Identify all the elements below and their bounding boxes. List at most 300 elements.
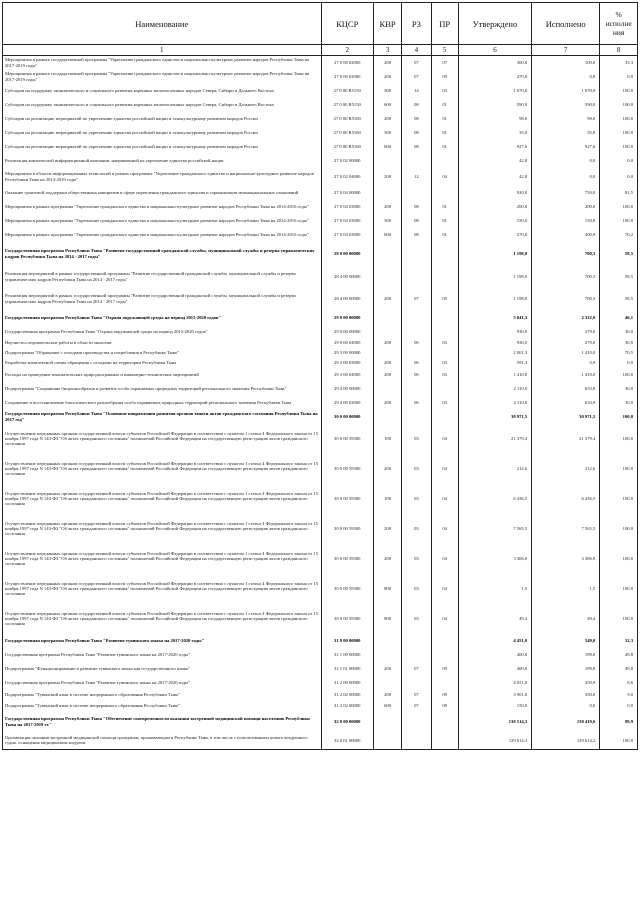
row-percent: 12,3 [600, 634, 638, 648]
row-kvr: 200 [373, 454, 401, 484]
row-rz [402, 410, 431, 424]
row-rz: 08 [402, 228, 431, 242]
row-executed: 0,0 [532, 701, 600, 712]
row-kcsr: 27 0 04 00000 [321, 186, 373, 200]
row-executed: 212,6 [532, 454, 600, 484]
row-kcsr: 29 3 00 03000 [321, 358, 373, 368]
row-executed: 150,0 [532, 214, 600, 228]
row-rz [402, 712, 431, 732]
row-kvr: 300 [373, 214, 401, 228]
row-rz: 06 [402, 338, 431, 348]
table-row [3, 288, 638, 310]
row-pr [431, 326, 458, 338]
row-percent: 100,0 [600, 544, 638, 574]
row-kcsr: 32 0 00 00000 [321, 712, 373, 732]
row-rz: 07 [402, 701, 431, 712]
row-percent: 30,0 [600, 326, 638, 338]
row-rz [402, 326, 431, 338]
table-row [3, 98, 638, 112]
row-kcsr: 27 0 02 00000 [321, 154, 373, 168]
row-approved: 591,3 [458, 358, 531, 368]
row-name: Осуществление переданных органам государственной власти субъектов Российской Федерации в соответствии с пунктом 1 статьи 4 Федерального закона от 15 ноября 1997 года N 143-ФЗ "Об актах гражданского состояния" полномочий Российской Федерации на государственную регистрацию актов гражданского состояния [3, 574, 322, 604]
row-executed: 100,0 [532, 56, 600, 70]
row-name: Научно-исследовательские работы в области экологии [3, 338, 322, 348]
row-approved: 1 198,0 [458, 288, 531, 310]
table-row [3, 648, 638, 662]
row-kvr: 600 [373, 228, 401, 242]
row-kvr: 200 [373, 514, 401, 544]
row-executed: 2 322,0 [532, 310, 600, 326]
row-percent: 100,0 [600, 98, 638, 112]
column-number-row [3, 45, 638, 56]
table-row [3, 112, 638, 126]
row-name: Осуществление переданных органам государственной власти субъектов Российской Федерации в соответствии с пунктом 1 статьи 4 Федерального закона от 15 ноября 1997 года N 143-ФЗ "Об актах гражданского состояния" полномочий Российской Федерации на государственную регистрацию актов гражданского состояния [3, 424, 322, 454]
row-percent: 100,0 [600, 732, 638, 750]
col-number: 6 [458, 45, 531, 56]
row-rz [402, 382, 431, 396]
row-kcsr: 29 0 00 00000 [321, 310, 373, 326]
row-approved: 2 001,3 [458, 348, 531, 358]
col-header-executed: Исполнено [532, 3, 600, 45]
row-rz: 03 [402, 484, 431, 514]
row-executed: 750,0 [532, 186, 600, 200]
table-row [3, 200, 638, 214]
row-executed: 0,0 [532, 168, 600, 186]
row-kcsr: 30 0 00 59300 [321, 424, 373, 454]
row-kvr [373, 648, 401, 662]
row-name: Осуществление переданных органам государственной власти субъектов Российской Федерации в соответствии с пунктом 1 статьи 4 Федерального закона от 15 ноября 1997 года N 143-ФЗ "Об актах гражданского состояния" полномочий Российской Федерации на государственную регистрацию актов гражданского состояния [3, 514, 322, 544]
table-row [3, 56, 638, 70]
row-pr: 09 [431, 70, 458, 84]
row-rz: 03 [402, 514, 431, 544]
row-kvr [373, 634, 401, 648]
table-row [3, 676, 638, 690]
row-approved: 570,0 [458, 228, 531, 242]
row-name: Субсидии на поддержку экономического и социального развития коренных малочисленных народов Севера, Сибири и Дальнего Востока [3, 98, 322, 112]
row-kvr: 100 [373, 424, 401, 454]
table-row [3, 454, 638, 484]
row-pr [431, 310, 458, 326]
row-executed: 1 070,0 [532, 84, 600, 98]
row-approved: 21 379,4 [458, 424, 531, 454]
row-percent: 100,0 [600, 112, 638, 126]
row-name: Реализация комплексной информационной кампании, направленной на укрепление единства российской нации [3, 154, 322, 168]
row-executed: 0,0 [532, 154, 600, 168]
row-rz: 08 [402, 112, 431, 126]
row-name: Субсидии на реализацию мероприятий по укреплению единства российской нации и этнокультурному развитию народов России [3, 140, 322, 154]
table-row [3, 242, 638, 266]
table-row [3, 84, 638, 98]
row-pr: 03 [431, 338, 458, 348]
table-row [3, 574, 638, 604]
row-percent: 100,0 [600, 126, 638, 140]
row-kcsr: 27 0 00 R5160 [321, 140, 373, 154]
table-row [3, 168, 638, 186]
row-approved: 30 971,5 [458, 410, 531, 424]
row-kcsr: 29 4 00 00000 [321, 382, 373, 396]
row-percent: 100,0 [600, 484, 638, 514]
row-percent: 9,0 [600, 690, 638, 701]
row-percent: 46,1 [600, 310, 638, 326]
row-pr: 04 [431, 454, 458, 484]
row-percent: 0,0 [600, 701, 638, 712]
row-kcsr: 27 0 02 04000 [321, 168, 373, 186]
header-row [3, 3, 638, 45]
table-row [3, 186, 638, 200]
row-pr: 03 [431, 84, 458, 98]
row-approved: 42,8 [458, 168, 531, 186]
row-name: Подпрограмма "Сохранение биоразнообразия и развитие особо охраняемых природных территорий регионального значения Республики Тыва" [3, 382, 322, 396]
col-header-kcsr: КЦСР [321, 3, 373, 45]
row-executed: 350,0 [532, 690, 600, 701]
row-percent: 0,0 [600, 154, 638, 168]
row-executed: 633,0 [532, 396, 600, 410]
row-approved: 930,0 [458, 326, 531, 338]
row-approved: 930,0 [458, 338, 531, 348]
row-percent: 100,0 [600, 200, 638, 214]
row-executed: 549,0 [532, 634, 600, 648]
row-kcsr: 27 0 04 03000 [321, 228, 373, 242]
row-percent: 33,3 [600, 56, 638, 70]
table-row [3, 424, 638, 454]
row-percent: 100,0 [600, 454, 638, 484]
row-percent: 100,0 [600, 368, 638, 382]
col-number: 2 [321, 45, 373, 56]
row-percent: 30,0 [600, 396, 638, 410]
row-executed: 350,0 [532, 676, 600, 690]
col-number: 5 [431, 45, 458, 56]
row-executed: 35,0 [532, 126, 600, 140]
row-executed: 3 306,8 [532, 544, 600, 574]
row-rz: 07 [402, 662, 431, 676]
row-percent: 0,0 [600, 168, 638, 186]
row-percent: 81,5 [600, 186, 638, 200]
row-rz: 06 [402, 396, 431, 410]
row-name: Мероприятия в рамках государственной программы "Укрепление гражданского единства и национально-культурное развитие народов Республики Тыва на 2017-2019 годы" [3, 56, 322, 70]
row-executed: 200,0 [532, 200, 600, 214]
row-kcsr: 27 0 04 03000 [321, 214, 373, 228]
row-name: Мероприятия в рамках государственной программы "Укрепление гражданского единства и национально-культурное развитие народов Республики Тыва на 2017-2019 годы" [3, 70, 322, 84]
row-executed: 21 379,4 [532, 424, 600, 454]
row-name: Реализация мероприятий в рамках государственной программы "Развитие государственной гражданской службы, муниципальной службы и резерва управленческих кадров Республики Тыва на 2014 - 2017 годы" [3, 266, 322, 288]
row-approved: 7 565,5 [458, 514, 531, 544]
row-approved: 1,5 [458, 574, 531, 604]
row-percent: 30,0 [600, 382, 638, 396]
table-row [3, 348, 638, 358]
row-rz: 03 [402, 604, 431, 634]
col-header-pr: ПР [431, 3, 458, 45]
row-pr [431, 732, 458, 750]
row-kvr: 800 [373, 604, 401, 634]
col-header-kvr: КВР [373, 3, 401, 45]
table-row [3, 310, 638, 326]
row-approved: 4 451,0 [458, 634, 531, 648]
row-rz [402, 348, 431, 358]
row-percent: 100,0 [600, 604, 638, 634]
row-rz: 08 [402, 98, 431, 112]
row-kvr: 300 [373, 84, 401, 98]
row-kvr: 800 [373, 574, 401, 604]
row-executed: 700,3 [532, 266, 600, 288]
row-pr: 09 [431, 701, 458, 712]
row-pr [431, 410, 458, 424]
row-kvr: 100 [373, 484, 401, 514]
row-executed: 590,0 [532, 98, 600, 112]
row-percent: 99,9 [600, 712, 638, 732]
row-percent: 30,0 [600, 338, 638, 348]
row-executed: 927,6 [532, 140, 600, 154]
row-kvr [373, 676, 401, 690]
row-kvr: 600 [373, 98, 401, 112]
row-rz: 06 [402, 358, 431, 368]
row-rz [402, 676, 431, 690]
row-name: Мероприятия в рамках программы "Укрепление гражданского единства и национально-культурное развитие народов Республики Тыва на 2014-2016 годы" [3, 214, 322, 228]
row-kvr: 200 [373, 544, 401, 574]
row-name: Подпрограмма "Обращение с отходами производства и потребления в Республике Тыва" [3, 348, 322, 358]
row-percent: 0,0 [600, 70, 638, 84]
row-kcsr: 27 0 00 02000 [321, 56, 373, 70]
row-pr [431, 154, 458, 168]
row-kcsr: 27 0 00 R5160 [321, 112, 373, 126]
row-percent: 8,6 [600, 676, 638, 690]
col-number: 1 [3, 45, 322, 56]
row-kcsr: 31 2 02 00000 [321, 701, 373, 712]
row-rz: 12 [402, 168, 431, 186]
row-name: Государственная программа Республики Тыва "Развитие тувинского языка на 2017-2020 годы" [3, 676, 322, 690]
row-kcsr: 30 0 00 00000 [321, 410, 373, 424]
row-name: Государственная программа Республики Тыва "Развитие государственной гражданской службы, муниципальной службы и резерва управленческих кадров Республики Тыва на 2014 - 2017 годы" [3, 242, 322, 266]
row-rz: 08 [402, 214, 431, 228]
table-row [3, 70, 638, 84]
table-row [3, 634, 638, 648]
row-percent: 0,0 [600, 358, 638, 368]
row-percent: 100,0 [600, 84, 638, 98]
row-rz: 06 [402, 368, 431, 382]
row-kvr [373, 242, 401, 266]
row-approved: 2 110,0 [458, 382, 531, 396]
row-pr [431, 648, 458, 662]
row-percent: 100,0 [600, 424, 638, 454]
col-number: 8 [600, 45, 638, 56]
row-executed: 279,0 [532, 326, 600, 338]
row-name: Субсидии на реализацию мероприятий по укреплению единства российской нации и этнокультурному развитию народов России [3, 112, 322, 126]
row-name: Осуществление переданных органам государственной власти субъектов Российской Федерации в соответствии с пунктом 1 статьи 4 Федерального закона от 15 ноября 1997 года N 143-ФЗ "Об актах гражданского состояния" полномочий Российской Федерации на государственную регистрацию актов гражданского состояния [3, 544, 322, 574]
row-pr: 03 [431, 368, 458, 382]
row-kcsr: 29 4 00 02000 [321, 396, 373, 410]
row-kvr [373, 348, 401, 358]
table-row [3, 662, 638, 676]
row-kcsr: 30 0 00 59300 [321, 544, 373, 574]
row-kvr [373, 326, 401, 338]
row-approved: 1 070,0 [458, 84, 531, 98]
row-kvr: 600 [373, 701, 401, 712]
row-kcsr: 30 0 00 59300 [321, 574, 373, 604]
table-body [3, 56, 638, 750]
row-name: Осуществление переданных органам государственной власти субъектов Российской Федерации в соответствии с пунктом 1 статьи 4 Федерального закона от 15 ноября 1997 года N 143-ФЗ "Об актах гражданского состояния" полномочий Российской Федерации на государственную регистрацию актов гражданского состояния [3, 604, 322, 634]
row-approved: 150,0 [458, 701, 531, 712]
row-rz: 03 [402, 454, 431, 484]
row-executed: 130 419,6 [532, 712, 600, 732]
row-kcsr: 30 0 00 59300 [321, 514, 373, 544]
row-pr: 04 [431, 574, 458, 604]
row-pr: 03 [431, 358, 458, 368]
row-percent: 100,0 [600, 410, 638, 424]
row-name: Государственная программа Республики Тыва "Развитие тувинского языка на 2017-2020 годы" [3, 634, 322, 648]
row-name: Осуществление переданных органам государственной власти субъектов Российской Федерации в соответствии с пунктом 1 статьи 4 Федерального закона от 15 ноября 1997 года N 143-ФЗ "Об актах гражданского состояния" полномочий Российской Федерации на государственную регистрацию актов гражданского состояния [3, 454, 322, 484]
row-kcsr: 31 2 00 00000 [321, 676, 373, 690]
row-approved: 150,0 [458, 214, 531, 228]
row-rz: 03 [402, 544, 431, 574]
row-name: Государственная программа Республики Тыва "Основные направления развития органов записи актов гражданского состояния Республики Тыва на 2017 год" [3, 410, 322, 424]
row-name: Расходы на проведение изыскательских природоохранных и инженерно-технических мероприятий [3, 368, 322, 382]
table-row [3, 214, 638, 228]
row-rz [402, 310, 431, 326]
table-row [3, 604, 638, 634]
row-approved: 42,8 [458, 154, 531, 168]
row-pr: 04 [431, 424, 458, 454]
row-kcsr: 32 0 01 00000 [321, 732, 373, 750]
row-approved: 1 198,0 [458, 242, 531, 266]
table-row [3, 358, 638, 368]
row-rz [402, 154, 431, 168]
row-name: Подпрограмма "Тувинский язык в системе непрерывного образования Республики Тыва" [3, 701, 322, 712]
row-pr [431, 266, 458, 288]
table-row [3, 338, 638, 348]
row-kcsr: 29 0 00 04000 [321, 338, 373, 348]
row-kvr [373, 154, 401, 168]
row-name: Мероприятия в области информационных технологий в рамках программы "Укрепление гражданского единства и национально-культурное развитие народов Республики Тыва на 2013-2019 годы" [3, 168, 322, 186]
row-pr: 05 [431, 288, 458, 310]
row-kvr: 200 [373, 690, 401, 701]
row-approved: 2 110,0 [458, 396, 531, 410]
row-kcsr: 27 0 00 R5150 [321, 98, 373, 112]
row-pr: 07 [431, 56, 458, 70]
row-pr [431, 676, 458, 690]
row-approved: 129 614,3 [458, 732, 531, 750]
col-header-name: Наименование [3, 3, 322, 45]
row-kvr: 200 [373, 368, 401, 382]
table-row [3, 126, 638, 140]
table-row [3, 701, 638, 712]
row-kvr [373, 382, 401, 396]
table-row [3, 382, 638, 396]
row-pr [431, 712, 458, 732]
col-header-rz: РЗ [402, 3, 431, 45]
row-kvr: 200 [373, 112, 401, 126]
row-pr [431, 382, 458, 396]
row-name: Реализация мероприятий в рамках государственной программы "Развитие государственной гражданской службы, муниципальной службы и резерва управленческих кадров Республики Тыва на 2014 - 2017 годы" [3, 288, 322, 310]
row-kcsr: 30 0 00 59300 [321, 454, 373, 484]
row-pr: 09 [431, 662, 458, 676]
row-rz: 08 [402, 200, 431, 214]
row-executed: 633,0 [532, 382, 600, 396]
row-approved: 35,0 [458, 126, 531, 140]
row-kcsr: 31 0 00 00000 [321, 634, 373, 648]
row-kvr [373, 712, 401, 732]
row-kcsr: 27 0 04 03000 [321, 200, 373, 214]
row-kvr: 200 [373, 358, 401, 368]
row-pr: 01 [431, 140, 458, 154]
row-percent: 100,0 [600, 140, 638, 154]
row-rz: 07 [402, 70, 431, 84]
row-kvr: 200 [373, 338, 401, 348]
row-percent: 70,5 [600, 348, 638, 358]
row-approved: 98,0 [458, 112, 531, 126]
row-percent: 70,2 [600, 228, 638, 242]
row-percent: 58,5 [600, 242, 638, 266]
row-kcsr: 30 0 00 59300 [321, 484, 373, 514]
row-rz: 03 [402, 424, 431, 454]
row-rz: 08 [402, 126, 431, 140]
table-row [3, 514, 638, 544]
row-percent: 100,0 [600, 514, 638, 544]
row-approved: 4 051,0 [458, 676, 531, 690]
row-pr [431, 634, 458, 648]
table-row [3, 484, 638, 514]
row-kvr [373, 410, 401, 424]
row-approved: 400,0 [458, 648, 531, 662]
row-name: Организация оказания экстренной медицинской помощи гражданам, проживающим в Республике Тыва, в том числе с использованием нового воздушного судна, оснащения медицинским модулем [3, 732, 322, 750]
row-pr: 04 [431, 484, 458, 514]
row-rz: 14 [402, 84, 431, 98]
col-number: 4 [402, 45, 431, 56]
row-kcsr: 27 0 00 R5160 [321, 126, 373, 140]
table-row [3, 326, 638, 338]
row-executed: 30 971,5 [532, 410, 600, 424]
row-executed: 700,3 [532, 288, 600, 310]
row-kcsr: 29 3 00 00000 [321, 348, 373, 358]
row-name: Государственная программа Республики Тыва "Охрана окружающей среды на период 2015-2020 годов" [3, 310, 322, 326]
row-executed: 49,4 [532, 604, 600, 634]
row-pr: 04 [431, 604, 458, 634]
row-pr: 04 [431, 514, 458, 544]
row-kcsr: 27 0 00 R5150 [321, 84, 373, 98]
table-row [3, 368, 638, 382]
row-approved: 5 041,3 [458, 310, 531, 326]
row-kcsr: 31 2 02 00000 [321, 690, 373, 701]
row-pr: 01 [431, 228, 458, 242]
col-number: 7 [532, 45, 600, 56]
row-percent: 100,0 [600, 574, 638, 604]
table-row [3, 544, 638, 574]
row-pr: 09 [431, 690, 458, 701]
row-pr: 01 [431, 98, 458, 112]
row-rz [402, 266, 431, 288]
row-name: Сохранение и восстановление биологического разнообразия особо охраняемых природных территорий регионального значения Республики Тыва [3, 396, 322, 410]
row-kvr: 200 [373, 396, 401, 410]
table-row [3, 712, 638, 732]
row-executed: 1,5 [532, 574, 600, 604]
row-name: Государственная программа Республики Тыва "Развитие тувинского языка на 2017-2020 годы" [3, 648, 322, 662]
row-approved: 6 436,5 [458, 484, 531, 514]
row-kvr: 200 [373, 56, 401, 70]
row-executed: 0,0 [532, 358, 600, 368]
row-name: Мероприятия в рамках программы "Укрепление гражданского единства и национально-культурное развитие народов Республики Тыва на 2014-2016 годы" [3, 228, 322, 242]
row-kcsr: 31 1 01 00000 [321, 662, 373, 676]
table-row [3, 690, 638, 701]
row-executed: 129 614,2 [532, 732, 600, 750]
row-pr: 01 [431, 112, 458, 126]
budget-execution-table [2, 2, 638, 750]
row-pr: 03 [431, 396, 458, 410]
row-pr: 01 [431, 214, 458, 228]
row-approved: 1 410,0 [458, 368, 531, 382]
row-kcsr: 28 4 00 00000 [321, 288, 373, 310]
row-pr [431, 186, 458, 200]
table-row [3, 410, 638, 424]
row-approved: 400,0 [458, 662, 531, 676]
row-percent: 58,5 [600, 266, 638, 288]
